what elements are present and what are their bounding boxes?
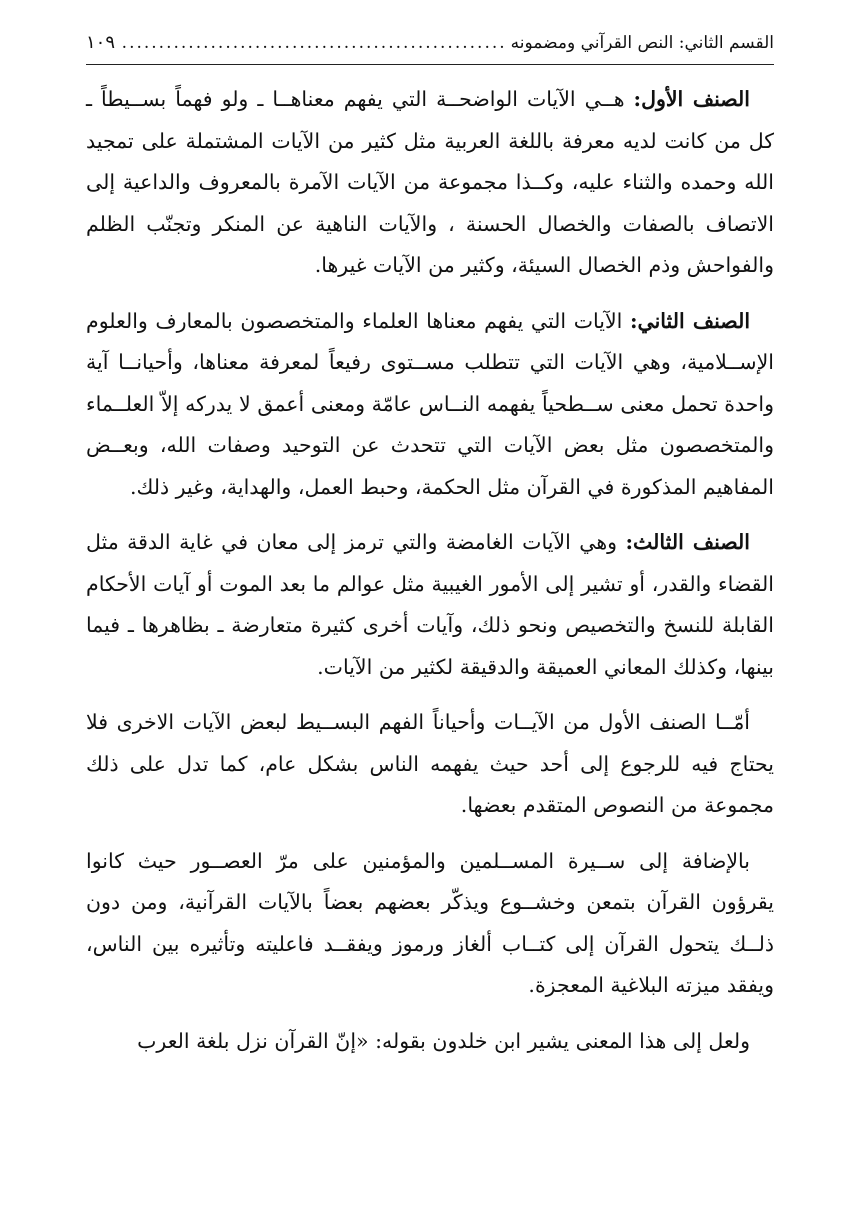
paragraph-category-two (86, 301, 774, 509)
paragraph-category-one (86, 79, 774, 287)
paragraph-first-category-note (86, 702, 774, 827)
paragraph-text: بالإضافة إلى ســيرة المســلمين والمؤمنين على مرّ العصــور حيث كانوا يقرؤون القرآن بتمعن وخشــوع ويذكّر بعضهم بعضاً بالآيات القرآنية، ومن دون ذلــك يتحول القرآن إلى كتــاب ألغاز ورموز ويفقــد فاعليته وتأثيره بين الناس، ويفقد ميزته البلاغية المعجزة. (86, 848, 774, 997)
paragraph-lead: الصنف الأول: (633, 87, 750, 111)
paragraph-lead: الصنف الثالث: (625, 530, 750, 554)
paragraph-text: هــي الآيات الواضحــة التي يفهم معناهــا ـ ولو فهماً بســيطاً ـ كل من كانت لديه معرفة باللغة العربية مثل كثير من الآيات المشتملة على تمجيد الله وحمده والثناء عليه، وكــذا مجموعة من الآيات الآمرة بالمعروف والداعية إلى الاتصاف بالصفات والخصال الحسنة ، والآيات الناهية عن المنكر وتجنّب الظلم والفواحش وذم الخصال السيئة، وكثير من الآيات غيرها. (86, 87, 774, 277)
paragraph-text: الآيات التي يفهم معناها العلماء والمتخصصون بالمعارف والعلوم الإســلامية، وهي الآيات التي تتطلب مســتوى رفيعاً لمعرفة معناها، وأحيانــا آية واحدة تحمل معنى ســطحياً يفهمه النــاس عامّة ومعنى أعمق لا يدركه إلاّ العلــماء والمتخصصون مثل بعض الآيات التي تتحدث عن التوحيد وصفات الله، وبعــض المفاهيم المذكورة في القرآن مثل الحكمة، وحبط العمل، والهداية، وغير ذلك. (86, 308, 774, 499)
paragraph-category-three (86, 522, 774, 688)
paragraph-text: ولعل إلى هذا المعنى يشير ابن خلدون بقوله: «إنّ القرآن نزل بلغة العرب (137, 1028, 750, 1053)
running-header (86, 28, 774, 65)
paragraph-muslim-practice (86, 841, 774, 1007)
book-page (86, 28, 774, 1062)
paragraph-lead: الصنف الثاني: (629, 308, 751, 333)
page-number: ١٠٩ (86, 32, 116, 53)
paragraph-text: أمّــا الصنف الأول من الآيــات وأحياناً الفهم البســيط لبعض الآيات الاخرى فلا يحتاج فيه للرجوع إلى أحد حيث يفهمه الناس بشكل عام، كما تدل على ذلك مجموعة من النصوص المتقدم بعضها. (86, 710, 774, 817)
paragraph-ibn-khaldun (86, 1021, 774, 1063)
header-title: القسم الثاني: النص القرآني ومضمونه (510, 33, 774, 53)
paragraph-text: وهي الآيات الغامضة والتي ترمز إلى معان في غاية الدقة مثل القضاء والقدر، أو تشير إلى الأمور الغيبية مثل عوالم ما بعد الموت أو آيات الأحكام القابلة للنسخ والتخصيص ونحو ذلك، وآيات أخرى كثيرة متعارضة ـ بظاهرها ـ فيما بينها، وكذلك المعاني العميقة والدقيقة لكثير من الآيات. (86, 530, 774, 679)
header-leader-dots (119, 28, 507, 58)
